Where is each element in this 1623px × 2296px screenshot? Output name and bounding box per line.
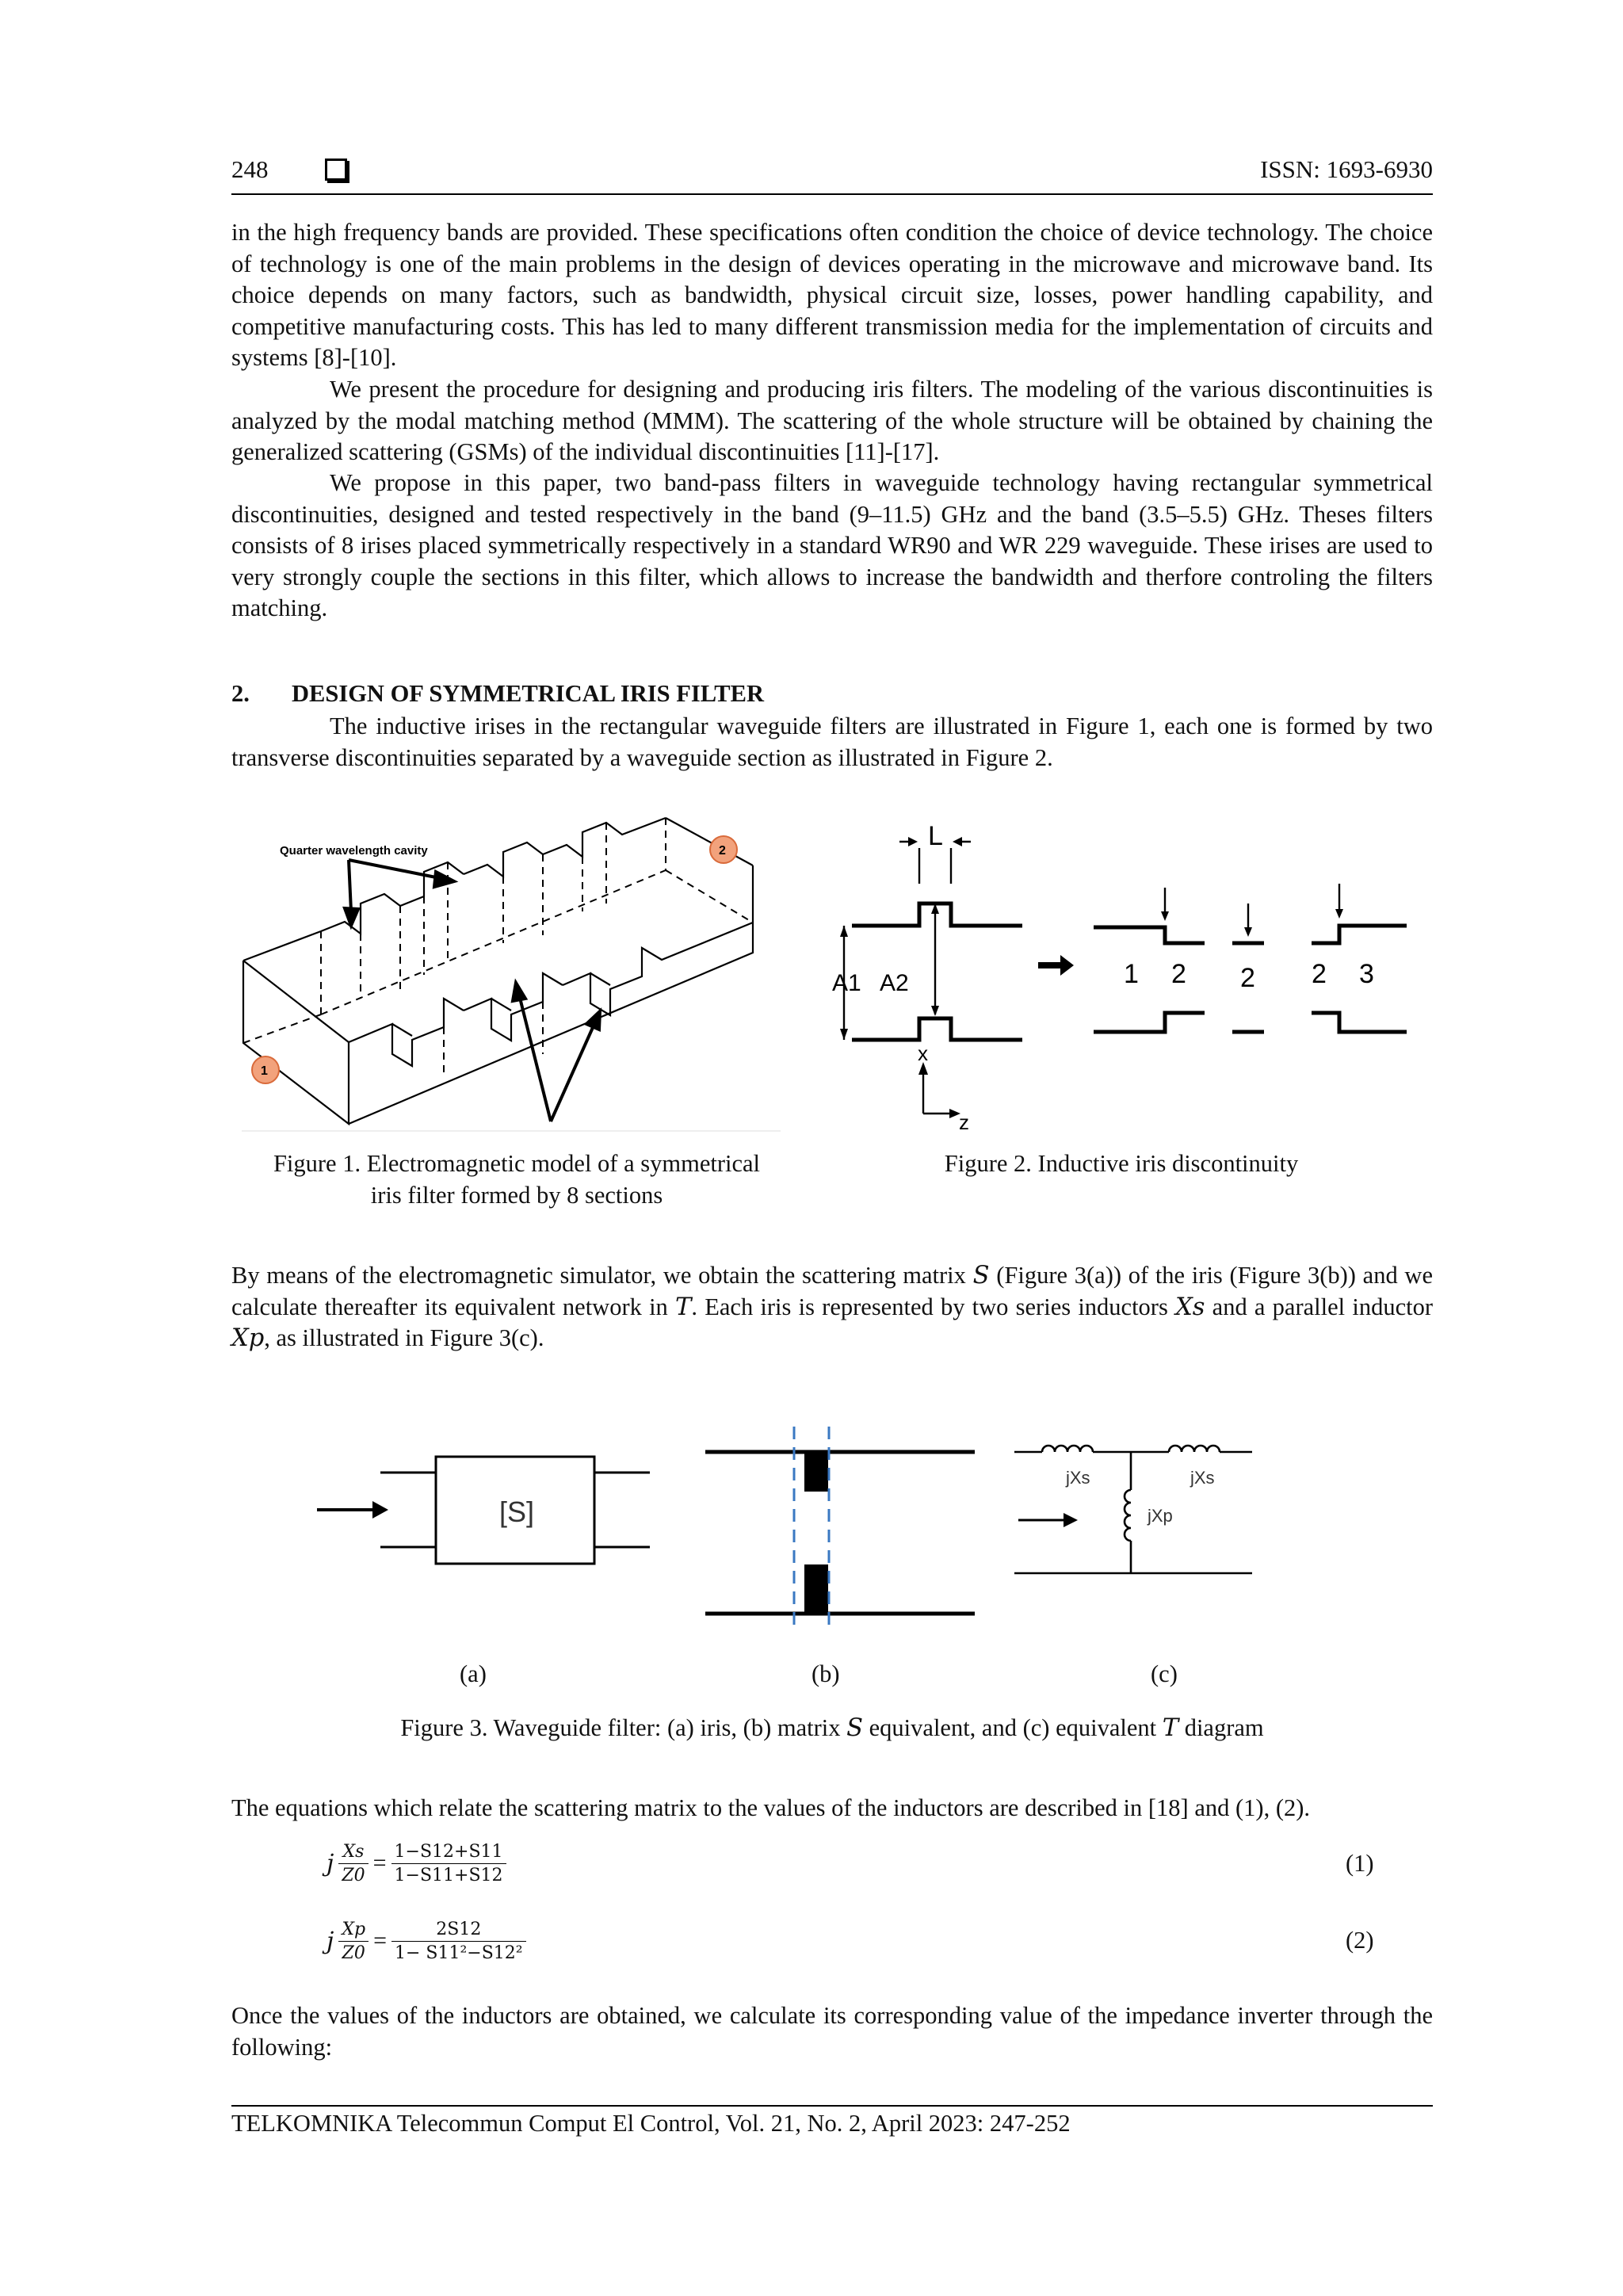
equation-1: j $\frac{Xs}{Z0}$ = $\frac{1-S12+S11}{1-S11+S12}$	[327, 1836, 506, 1891]
fig2-n2a: 2	[1171, 959, 1186, 989]
paragraph-5	[231, 1260, 1433, 1354]
figure-3-sub-c: (c)	[1151, 1660, 1178, 1687]
fig3c-arrow-icon	[1064, 1513, 1078, 1527]
fig1-cavity-label: Quarter wavelength cavity	[280, 844, 428, 858]
fig2-L: L	[928, 824, 943, 851]
p5-math-S: S	[972, 1262, 990, 1289]
fig3-caption-b: equivalent, and (c) equivalent	[863, 1714, 1163, 1741]
fig2-arrow-icon	[1060, 955, 1074, 976]
fig1-port-2: 2	[719, 844, 726, 858]
figure-1-caption-line1: Figure 1. Electromagnetic model of a symmetrical	[273, 1150, 761, 1177]
fig3c-inductor-shunt	[1125, 1490, 1131, 1541]
fig1-left-top	[243, 931, 321, 961]
figure-3-diagrams	[309, 1411, 1339, 1633]
p5-text-e: , as illustrated in Figure 3(c).	[264, 1324, 544, 1351]
fig3c-inductor-right	[1169, 1446, 1220, 1452]
fig2-z: z	[959, 1110, 969, 1133]
eq2-rhs-num: 2S12	[391, 1920, 526, 1942]
figure-1-waveguide-model	[234, 816, 789, 1133]
fig3a-arrow-icon	[372, 1501, 388, 1519]
fig2-A2: A2	[880, 970, 909, 996]
figure-2-caption: Figure 2. Inductive iris discontinuity	[944, 1150, 1299, 1177]
paragraph-6: The equations which relate the scattering matrix to the values of the inductors are described in [18] and (1), (2).	[231, 1794, 1311, 1821]
eq1-rhs-den: 1−S11+S12	[394, 1865, 503, 1885]
equation-1-label: (1)	[1346, 1850, 1374, 1877]
equation-2: j $\frac{Xp}{Z0}$ = $\frac{2S12}{\text{1− S11²−S12²}}$	[327, 1912, 526, 1970]
fig2-n2c: 2	[1312, 959, 1327, 989]
p5-text-b: (Figure 3(a)) of the iris (Figure 3(b)) and we calculate thereafter its equivalent network in	[231, 1262, 1433, 1320]
figure-1-caption	[231, 1148, 802, 1211]
fig1-top-back	[666, 818, 753, 865]
paragraph-7: Once the values of the inductors are obtained, we calculate its corresponding value of the impedance inverter through the following:	[231, 2002, 1433, 2061]
fig3c-jXs-right: jXs	[1190, 1468, 1215, 1488]
fig1-bottom-edge	[349, 865, 753, 1124]
fig2-x: x	[918, 1041, 928, 1065]
eq1-rhs-num: 1−S12+S11	[391, 1842, 506, 1864]
page-footer: TELKOMNIKA Telecommun Comput El Control, Vol. 21, No. 2, April 2023: 247-252	[231, 2105, 1433, 2137]
equation-2-label: (2)	[1346, 1927, 1374, 1954]
page-number: 248	[231, 155, 269, 183]
fig3c-inductor-left	[1042, 1446, 1093, 1452]
figure-3-sub-b: (b)	[812, 1660, 840, 1687]
fig2-iris-bottom-wall	[852, 1018, 1022, 1040]
section-title: DESIGN OF SYMMETRICAL IRIS FILTER	[292, 680, 765, 707]
fig1-port-1: 1	[261, 1064, 268, 1078]
paragraph-3: We propose in this paper, two band-pass filters in waveguide technology having rectangular symmetrical discontinuities, designed and tested respectively in the band (9–11.5) GHz and the band (3.5–5.5) GHz. Theses filters consists of 8 irises placed symmetrically respectively in a standard WR90 and WR 229 waveguide. These irises are used to very strongly couple the sections in this filter, which allows to increase the bandwidth and therfore controling the filters matching.	[231, 469, 1433, 621]
eq2-lhs-num: Xp	[338, 1920, 369, 1942]
fig2-n2b: 2	[1240, 963, 1255, 993]
fig3a-S-label: [S]	[499, 1496, 535, 1528]
p5-math-Xs: Xs	[1175, 1293, 1205, 1321]
fig2-A1: A1	[832, 970, 861, 996]
eq1-j: j	[327, 1849, 334, 1878]
fig1-iris-top-2	[400, 862, 464, 906]
p5-text-c: . Each iris is represented by two series inductors	[691, 1293, 1176, 1320]
fig3-caption-c: diagram	[1178, 1714, 1264, 1741]
section-heading	[231, 680, 764, 708]
fig2-iris-top-wall	[852, 904, 1022, 926]
figure-1-caption-line2: iris filter formed by 8 sections	[370, 1182, 663, 1209]
page-header	[231, 155, 1433, 195]
p5-math-Xp: Xp	[231, 1324, 265, 1352]
section-number: 2.	[231, 680, 250, 707]
fig3c-jXp: jXp	[1148, 1506, 1173, 1526]
figure-3-caption	[231, 1712, 1433, 1744]
fig1-iris-bottom-2	[464, 973, 563, 1041]
fig2-n1: 1	[1124, 959, 1139, 989]
figure-3-sub-a: (a)	[460, 1660, 487, 1687]
paragraph-1: in the high frequency bands are provided. These specifications often condition the choice of device technology. The choice of technology is one of the main problems in the design of devices operating in the microwave and microwave band. Its choice depends on many factors, such as bandwidth, physical circuit size, losses, power handling capability, and competitive manufacturing costs. This has led to many different transmission media for the implementation of circuits and systems [8]-[10].	[231, 219, 1433, 371]
p5-text-d: and a parallel inductor	[1205, 1293, 1433, 1320]
figure-2-iris-discontinuity	[832, 824, 1426, 1133]
fig3-caption-T: T	[1162, 1714, 1179, 1742]
fig3-caption-a: Figure 3. Waveguide filter: (a) iris, (b) matrix	[400, 1714, 847, 1741]
fig3b-iris-top	[804, 1452, 828, 1492]
p5-text-a: By means of the electromagnetic simulator, we obtain the scattering matrix	[231, 1262, 973, 1289]
eq1-lhs-den: Z0	[342, 1865, 365, 1885]
checkbox-square-icon	[325, 159, 347, 181]
eq2-rhs-den: 1− S11²−S12²	[394, 1943, 523, 1963]
fig2-n3: 3	[1359, 959, 1374, 989]
issn: ISSN: 1693-6930	[1260, 155, 1433, 183]
fig1-front-face	[243, 961, 349, 1124]
paragraph-2: We present the procedure for designing and producing iris filters. The modeling of the various discontinuities is analyzed by the modal matching method (MMM). The scattering of the whole structure will be obtained by chaining the generalized scattering (GSMs) of the individual discontinuities [11]-[17].	[231, 376, 1433, 465]
fig3b-iris-bottom	[804, 1564, 828, 1614]
eq2-lhs-den: Z0	[342, 1943, 365, 1963]
fig1-iris-bottom-3	[563, 923, 753, 1015]
fig3-caption-S: S	[846, 1714, 864, 1742]
fig1-iris-top-1	[321, 894, 400, 934]
fig1-iris-top-3	[464, 842, 543, 877]
p5-math-T: T	[675, 1293, 692, 1321]
eq1-lhs-num: Xs	[338, 1842, 368, 1864]
paragraph-4: The inductive irises in the rectangular waveguide filters are illustrated in Figure 1, each one is formed by two transverse discontinuities separated by a waveguide section as illustrated in Figure 2.	[231, 712, 1433, 771]
eq2-j: j	[327, 1927, 334, 1955]
fig3c-jXs-left: jXs	[1066, 1468, 1090, 1488]
fig1-iris-top-4	[543, 818, 666, 857]
